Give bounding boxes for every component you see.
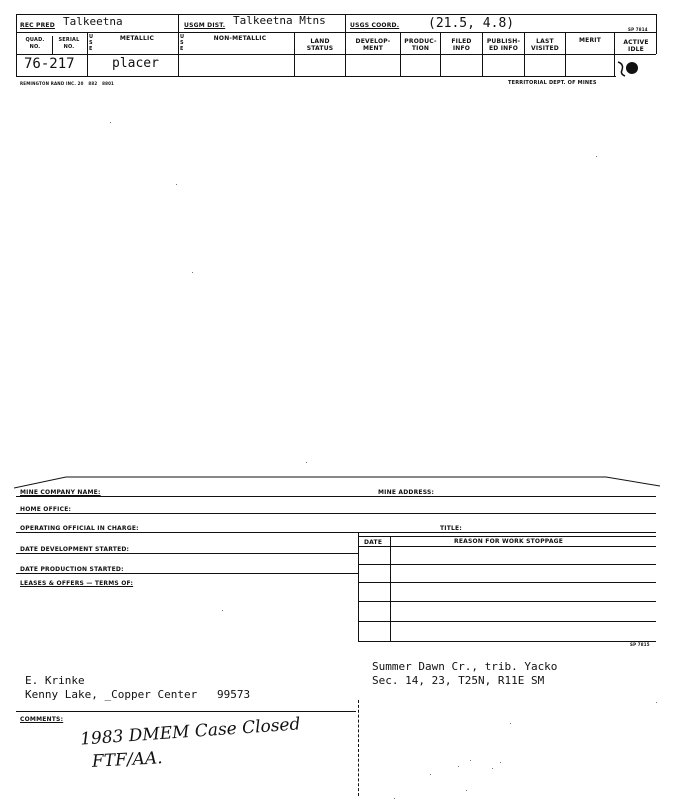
leases-offers-label: LEASES & OFFERS — TERMS OF:	[20, 580, 134, 587]
location-line-2: Sec. 14, 23, T25N, R11E SM	[372, 674, 545, 687]
usgm-dist-label: USGM DIST.	[184, 22, 226, 29]
location-line-1: Summer Dawn Cr., trib. Yacko	[372, 660, 558, 673]
col-production: PRODUC- TION	[404, 38, 437, 52]
printer-note: REMINGTON RAND INC. 20 882 8801	[20, 81, 115, 86]
metallic-value: placer	[112, 56, 159, 71]
date-production-started-label: DATE PRODUCTION STARTED:	[20, 566, 124, 573]
col-merit: MERIT	[578, 37, 601, 44]
operating-official-label: OPERATING OFFICIAL IN CHARGE:	[20, 525, 139, 532]
col-quad: QUAD. NO.	[25, 37, 45, 50]
col-filed-info: FILED INFO	[451, 38, 472, 52]
col-active-idle: ACTIVE IDLE	[623, 39, 649, 53]
col-use-metallic: U S E	[89, 34, 94, 52]
mine-company-name-label: MINE COMPANY NAME:	[20, 489, 101, 496]
rec-pred-value: Talkeetna	[63, 15, 123, 28]
reason-for-work-stoppage-label: REASON FOR WORK STOPPAGE	[454, 538, 564, 545]
mine-address-label: MINE ADDRESS:	[378, 489, 435, 496]
col-serial: SERIAL NO.	[58, 37, 80, 50]
form-number-top: SP 7814	[628, 27, 648, 32]
home-office-label: HOME OFFICE:	[20, 506, 72, 513]
title-label: TITLE:	[440, 525, 462, 532]
date-label: DATE	[364, 539, 383, 546]
col-use-nonmetallic: U S E	[180, 34, 185, 52]
usgs-coord-label: USGS COORD.	[350, 22, 400, 29]
usgs-coord-value: (21.5, 4.8)	[428, 16, 515, 31]
col-published-info: PUBLISH- ED INFO	[486, 38, 521, 52]
usgm-dist-value: Talkeetna Mtns	[233, 14, 326, 27]
col-development: DEVELOP- MENT	[355, 38, 391, 52]
owner-name: E. Krinke	[25, 674, 85, 687]
date-development-started-label: DATE DEVELOPMENT STARTED:	[20, 546, 130, 553]
owner-address: Kenny Lake, _Copper Center 99573	[25, 688, 251, 701]
form-number-bottom: SP 7815	[630, 642, 650, 647]
col-metallic: METALLIC	[119, 35, 155, 42]
handwritten-note-line-2: FTF/AA.	[91, 748, 164, 772]
department-note: TERRITORIAL DEPT. OF MINES	[508, 80, 597, 86]
punch-hole-mark	[616, 58, 638, 78]
col-nonmetallic: NON-METALLIC	[213, 35, 267, 42]
card-edge	[14, 474, 660, 490]
quad-serial-value: 76-217	[24, 56, 75, 72]
col-last-visited: LAST VISITED	[530, 38, 559, 52]
comments-label: COMMENTS:	[20, 716, 64, 723]
handwritten-note-line-1: 1983 DMEM Case Closed	[79, 714, 302, 750]
col-land-status: LAND STATUS	[306, 38, 334, 52]
rec-pred-label: REC PRED	[20, 22, 55, 29]
